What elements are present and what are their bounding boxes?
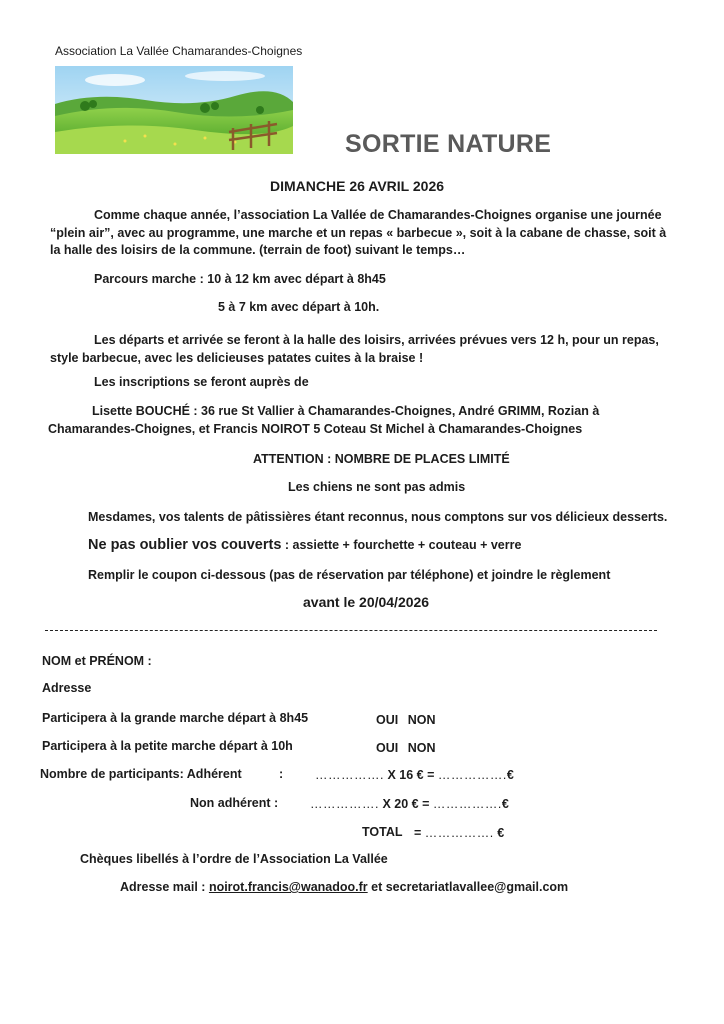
email-link-noirot[interactable]: noirot.francis@wanadoo.fr: [208, 880, 368, 894]
adherent-price: X 16 € =: [387, 768, 438, 782]
email-label: Adresse mail :: [120, 880, 209, 894]
total-amount-blank[interactable]: …………….: [424, 826, 494, 840]
small-walk-question: Participera à la petite marche départ à 10h: [42, 739, 293, 753]
cutlery-lead: Ne pas oublier vos couverts: [88, 537, 282, 553]
total-calculation: [414, 826, 504, 840]
small-walk-oui-option[interactable]: OUI: [376, 741, 399, 755]
email-joiner: et: [367, 880, 386, 894]
non-adherent-calculation: [310, 797, 509, 811]
walk-short-info: 5 à 7 km avec départ à 10h.: [218, 300, 380, 314]
contacts-paragraph: Lisette BOUCHÉ : 36 rue St Vallier à Chamarandes-Choignes, André GRIMM, Rozian à Chamarandes-Choignes, et Francis NOIROT 5 Coteau St Michel à Chamarandes-Choignes: [48, 404, 600, 436]
adherent-count-blank[interactable]: …………….: [315, 768, 384, 782]
cut-line-divider: [45, 630, 657, 631]
big-walk-oui-option[interactable]: OUI: [376, 713, 399, 727]
registration-intro: Les inscriptions se feront auprès de: [94, 375, 309, 389]
coupon-note: Remplir le coupon ci-dessous (pas de réservation par téléphone) et joindre le règlement: [88, 568, 611, 582]
page-title: SORTIE NATURE: [345, 130, 552, 158]
non-adherent-count-blank[interactable]: …………….: [310, 797, 379, 811]
cutlery-items: : assiette + fourchette + couteau + verre: [281, 538, 522, 552]
participants-colon: :: [279, 767, 284, 781]
big-walk-non-option[interactable]: NON: [407, 713, 436, 727]
total-euro: €: [493, 826, 505, 840]
deadline: avant le 20/04/2026: [303, 594, 430, 610]
adherent-calculation: [315, 768, 514, 782]
intro-paragraph: Comme chaque année, l’association La Vallée de Chamarandes-Choignes organise une journée “plein air”, avec au programme, une marche et un repas « barbecue », soit à la cabane de chasse, soit à la halle des loisirs de la commune. (terrain de foot) suivant le temps…: [50, 208, 667, 257]
dogs-notice: Les chiens ne sont pas admis: [288, 480, 466, 494]
adherent-euro: €: [506, 768, 514, 782]
event-date: DIMANCHE 26 AVRIL 2026: [270, 178, 445, 194]
email-secretariat: secretariatlavallee@gmail.com: [385, 880, 569, 894]
email-line: [120, 880, 568, 894]
big-walk-question: Participera à la grande marche départ à 8h45: [42, 711, 309, 725]
participants-label: Nombre de participants: Adhérent: [40, 767, 242, 781]
small-walk-non-option[interactable]: NON: [407, 741, 436, 755]
organization-header: Association La Vallée Chamarandes-Choignes: [55, 44, 303, 58]
address-field-label: Adresse: [42, 681, 92, 695]
total-label: TOTAL: [362, 825, 403, 839]
walk-long-info: Parcours marche : 10 à 12 km avec départ à 8h45: [94, 272, 386, 286]
cheques-notice: Chèques libellés à l’ordre de l’Association La Vallée: [80, 852, 388, 866]
big-walk-choice: [376, 713, 436, 727]
non-adherent-price: X 20 € =: [382, 797, 433, 811]
desserts-notice: Mesdames, vos talents de pâtissières étant reconnus, nous comptons sur vos délicieux desserts.: [88, 510, 668, 524]
total-equals: =: [414, 826, 425, 840]
adherent-amount-blank[interactable]: …………….: [437, 768, 507, 782]
non-adherent-amount-blank[interactable]: …………….: [432, 797, 502, 811]
small-walk-choice: [376, 741, 436, 755]
non-adherent-label: Non adhérent :: [190, 796, 279, 810]
non-adherent-euro: €: [501, 797, 509, 811]
cutlery-notice: [88, 537, 521, 553]
countryside-banner-image: [55, 66, 293, 154]
attention-notice: ATTENTION : NOMBRE DE PLACES LIMITÉ: [253, 452, 510, 466]
departures-paragraph: Les départs et arrivée se feront à la halle des loisirs, arrivées prévues vers 12 h, pour un repas, style barbecue, avec les delicieuses patates cuites à la braise !: [50, 333, 659, 365]
name-field-label: NOM et PRÉNOM :: [42, 654, 152, 668]
